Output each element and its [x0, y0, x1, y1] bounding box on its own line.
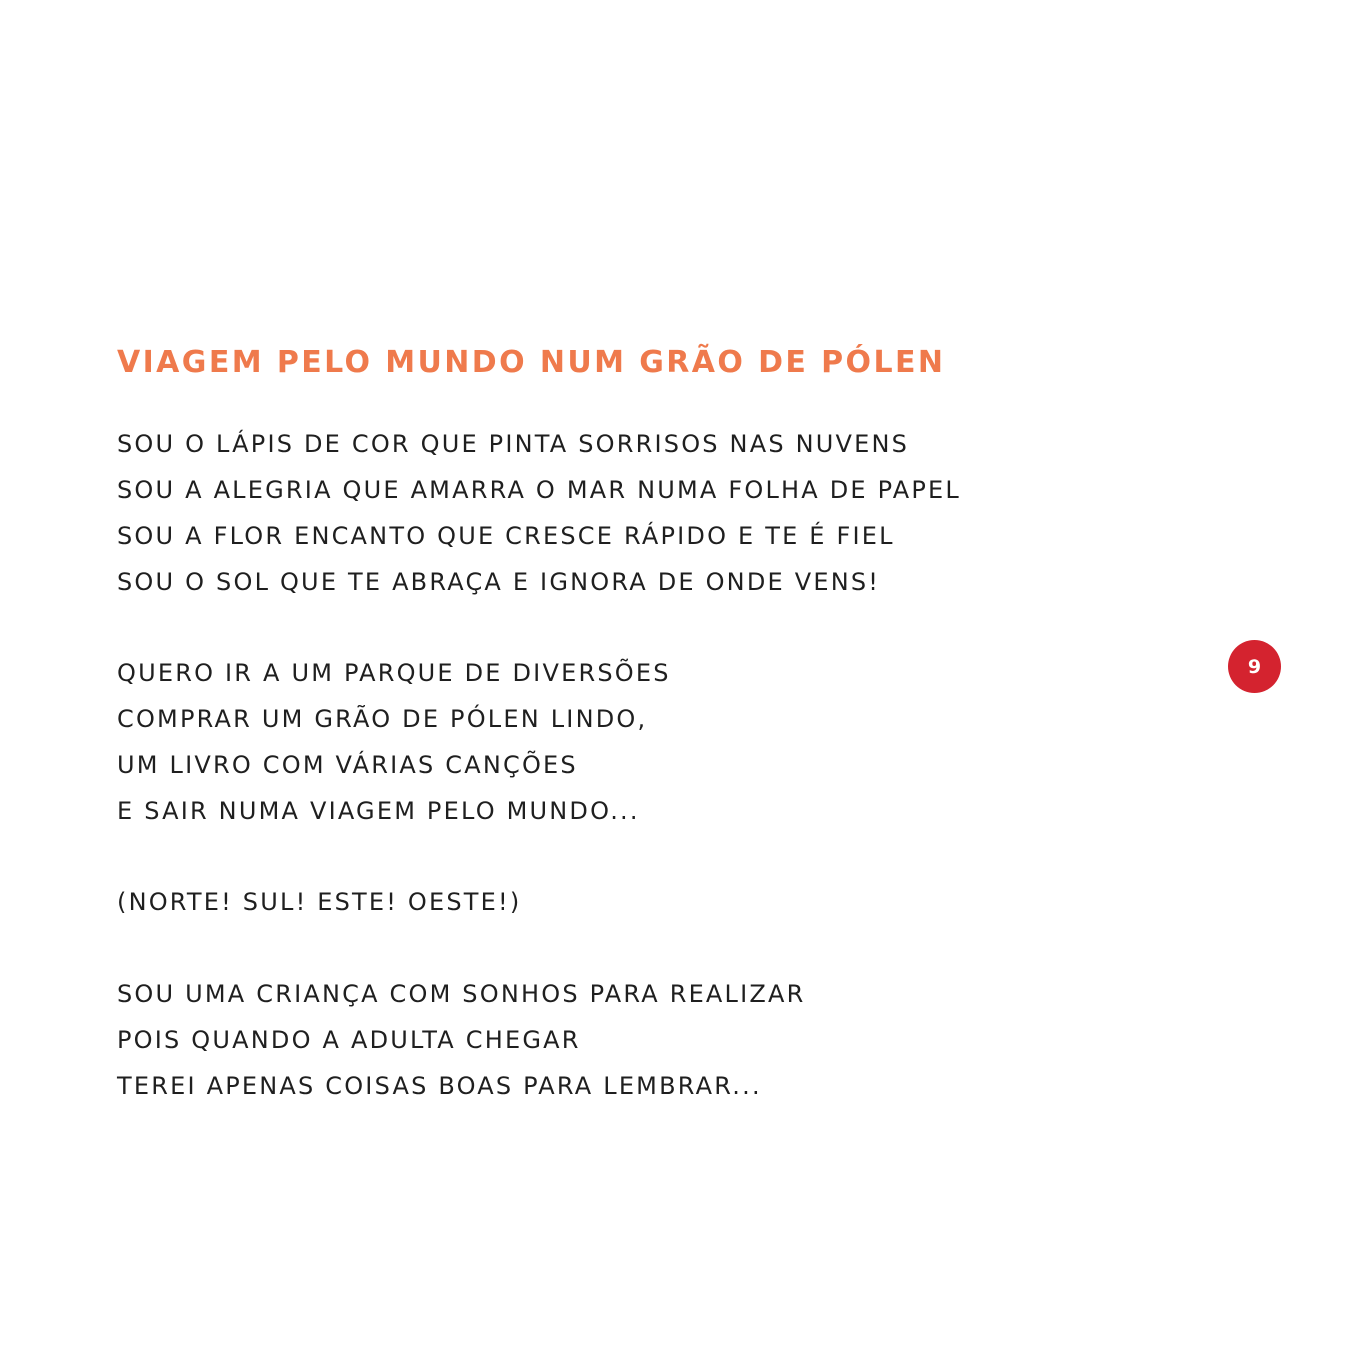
poem-line: UM LIVRO COM VÁRIAS CANÇÕES — [117, 751, 578, 779]
poem-line: (NORTE! SUL! ESTE! OESTE!) — [117, 888, 522, 916]
page-number-badge — [1228, 640, 1281, 693]
poem-line: SOU A FLOR ENCANTO QUE CRESCE RÁPIDO E TE É FIEL — [117, 522, 895, 550]
poem-line: TEREI APENAS COISAS BOAS PARA LEMBRAR... — [117, 1072, 762, 1100]
poem-line: POIS QUANDO A ADULTA CHEGAR — [117, 1026, 581, 1054]
page-number: 9 — [1247, 655, 1262, 678]
poem-line: SOU A ALEGRIA QUE AMARRA O MAR NUMA FOLHA DE PAPEL — [117, 476, 961, 504]
poem-line: E SAIR NUMA VIAGEM PELO MUNDO... — [117, 797, 640, 825]
poem-line: SOU O LÁPIS DE COR QUE PINTA SORRISOS NAS NUVENS — [117, 430, 910, 458]
poem-line: QUERO IR A UM PARQUE DE DIVERSÕES — [117, 659, 671, 687]
poem-line: SOU O SOL QUE TE ABRAÇA E IGNORA DE ONDE VENS! — [117, 568, 881, 596]
poem-line: SOU UMA CRIANÇA COM SONHOS PARA REALIZAR — [117, 980, 806, 1008]
poem-line: COMPRAR UM GRÃO DE PÓLEN LINDO, — [117, 705, 648, 733]
poem-title: VIAGEM PELO MUNDO NUM GRÃO DE PÓLEN — [117, 345, 946, 380]
